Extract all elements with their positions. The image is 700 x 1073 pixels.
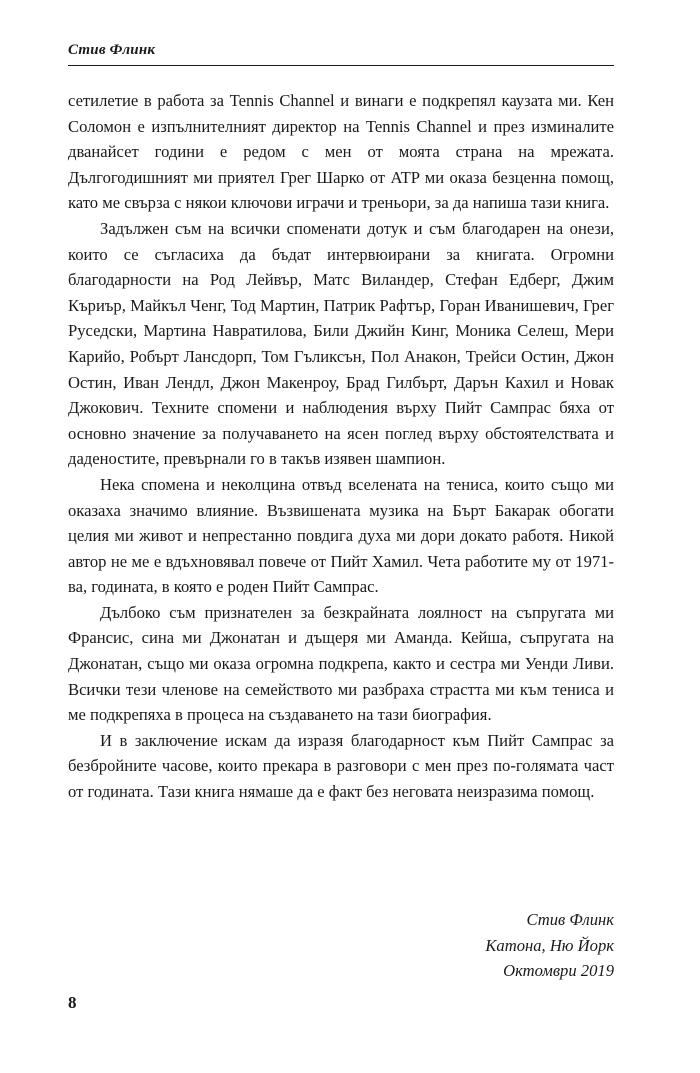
paragraph-5: И в заключение искам да изразя благодарност към Пийт Сампрас за безбройните часове, които прекара в разговори с мен през по-голямата част от годината. Тази книга нямаше да е факт без неговата неизразима помощ. [68, 730, 614, 802]
running-header-title: Стив Флинк [68, 42, 156, 58]
header-rule [68, 65, 614, 66]
page-number: 8 [68, 993, 77, 1012]
signature-block [485, 907, 614, 984]
paragraph-2: Задължен съм на всички споменати дотук и съм благодарен на онези, които се съгласиха да бъдат интервюирани за книгата. Огромни благодарности на Род Лейвър, Матс Виландер, Стефан Едберг, Джим Къриър, Майкъл Ченг, Тод Мартин, Патрик Рафтър, Горан Иванишевич, Грег Руседски, Мартина Навратилова, Били Джийн Кинг, Моника Селеш, Мери Карийо, Робърт Лансдорп, Том Гъликсън, Пол Анакон, Трейси Остин, Джон Остин, Иван Лендл, Джон Макенроу, Брад Гилбърт, Дарън Кахил и Новак Джокович. Техните спомени и наблюдения върху Пийт Сампрас бяха от основно значение за получаването на ясен поглед върху обстоятелствата и даденостите, превърнали го в такъв изявен шампион. [68, 218, 614, 469]
signature-date: Октомври 2019 [503, 961, 614, 981]
paragraph-4: Дълбоко съм признателен за безкрайната лоялност на съпругата ми Франсис, сина ми Джонатан и дъщеря ми Аманда. Кейша, съпругата на Джонатан, също ми оказа огромна подкрепа, както и сестра ми Уенди Ливи. Всички тези членове на семейството ми разбраха страстта ми към тениса и ме подкрепяха в процеса на създаването на тази биография. [68, 602, 614, 725]
paragraph-3: Нека спомена и неколцина отвъд вселената на тениса, които също ми оказаха значимо влияние. Възвишената музика на Бърт Бакарак обогати целия ми живот и непрестанно повдига духа ми дори докато работя. Никой автор не ме е вдъхновявал повече от Пийт Хамил. Чета работите му от 1971-ва, годината, в която е роден Пийт Сампрас. [68, 474, 614, 597]
signature-place: Катона, Ню Йорк [485, 935, 614, 955]
acknowledgements-text [68, 88, 614, 805]
signature-name: Стив Флинк [526, 910, 614, 929]
paragraph-1: сетилетие в работа за Tennis Channel и винаги е подкрепял каузата ми. Кен Соломон е изпълнителният директор на Tennis Channel и през изминалите дванайсет години е редом с мен от моята страна на мрежата. Дългогодишният ми приятел Грег Шарко от ATP ми оказа безценна помощ, като ме свърза с някои ключови играчи и треньори, за да напиша тази книга. [68, 91, 614, 213]
